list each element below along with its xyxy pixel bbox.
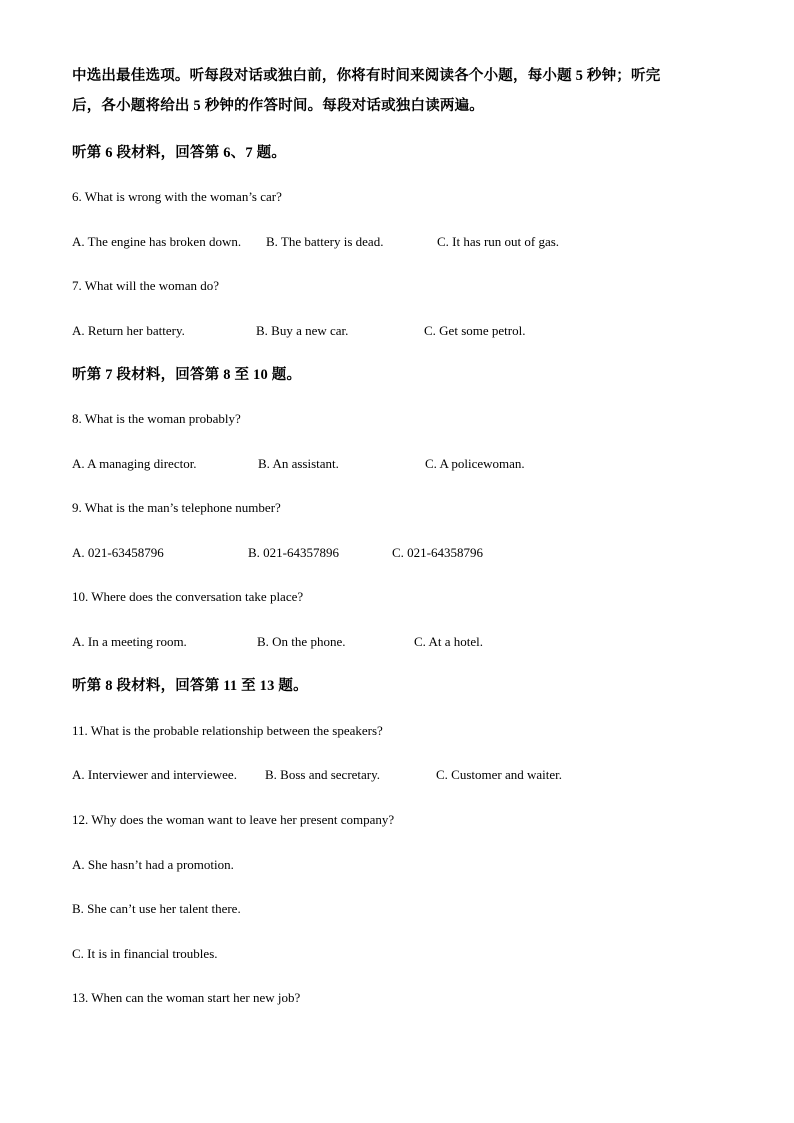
question-12-option-a: A. She hasn’t had a promotion.: [72, 857, 234, 872]
question-8-option-a: A. A managing director.: [72, 456, 197, 471]
question-9-option-b: B. 021-64357896: [248, 545, 339, 560]
question-10-option-c: C. At a hotel.: [414, 634, 483, 649]
question-8-option-c: C. A policewoman.: [425, 456, 525, 471]
question-7-option-c: C. Get some petrol.: [424, 323, 526, 338]
question-9-stem: 9. What is the man’s telephone number?: [72, 500, 281, 515]
question-9-option-c: C. 021-64358796: [392, 545, 483, 560]
question-11-option-c: C. Customer and waiter.: [436, 767, 563, 782]
question-12-stem: 12. Why does the woman want to leave her present company?: [72, 812, 395, 827]
question-10-option-b: B. On the phone.: [257, 634, 346, 649]
question-6-option-a: A. The engine has broken down.: [72, 234, 242, 249]
section-heading-8: 听第 8 段材料，回答第 11 至 13 题。: [72, 678, 308, 694]
section-heading-7: 听第 7 段材料，回答第 8 至 10 题。: [72, 367, 302, 383]
question-6-option-c: C. It has run out of gas.: [437, 234, 560, 249]
question-6-option-b: B. The battery is dead.: [266, 234, 384, 249]
question-11-option-a: A. Interviewer and interviewee.: [72, 767, 237, 782]
instructions-line-1: 中选出最佳选项。听每段对话或独白前，你将有时间来阅读各个小题，每小题 5 秒钟；听完: [72, 68, 661, 84]
question-7-stem: 7. What will the woman do?: [72, 278, 220, 293]
question-7-option-b: B. Buy a new car.: [256, 323, 349, 338]
question-11-option-b: B. Boss and secretary.: [265, 767, 381, 782]
question-11-stem: 11. What is the probable relationship between the speakers?: [72, 723, 383, 738]
question-12-option-b: B. She can’t use her talent there.: [72, 901, 241, 916]
question-8-stem: 8. What is the woman probably?: [72, 411, 241, 426]
question-13-stem: 13. When can the woman start her new job?: [72, 990, 301, 1005]
question-12-option-c: C. It is in financial troubles.: [72, 946, 218, 961]
question-8-option-b: B. An assistant.: [258, 456, 339, 471]
question-9-option-a: A. 021-63458796: [72, 545, 164, 560]
question-10-stem: 10. Where does the conversation take place?: [72, 589, 304, 604]
question-10-option-a: A. In a meeting room.: [72, 634, 187, 649]
question-6-stem: 6. What is wrong with the woman’s car?: [72, 189, 282, 204]
section-heading-6: 听第 6 段材料，回答第 6、7 题。: [72, 145, 287, 161]
instructions-line-2: 后，各小题将给出 5 秒钟的作答时间。每段对话或独白读两遍。: [72, 98, 484, 114]
question-7-option-a: A. Return her battery.: [72, 323, 185, 338]
